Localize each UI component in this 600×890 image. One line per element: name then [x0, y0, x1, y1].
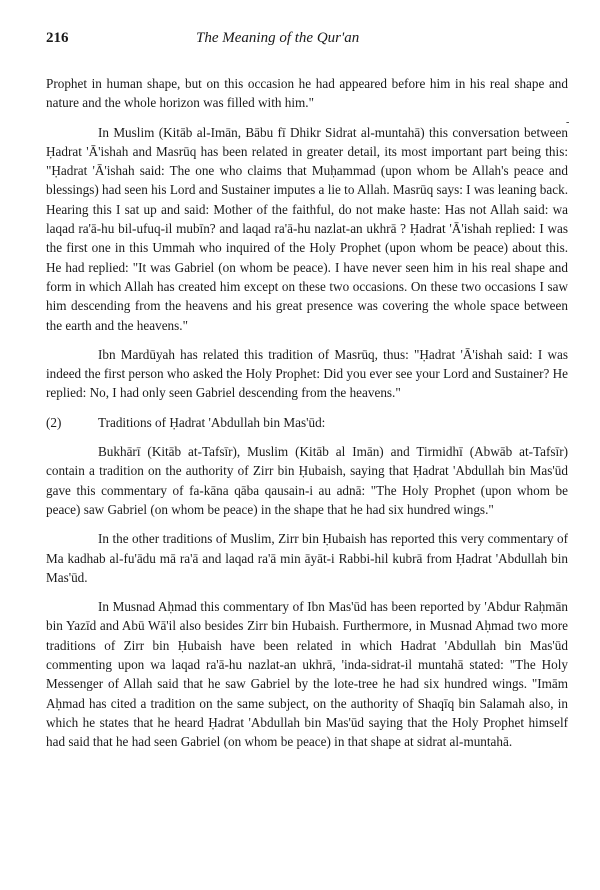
section-title: Traditions of Ḥadrat 'Abdullah bin Mas'ūd:: [98, 414, 326, 430]
page-number: 216: [46, 30, 69, 46]
paragraph-musnad-ahmad: In Musnad Aḥmad this commentary of Ibn Mas'ūd has been reported by 'Abdur Raḥmān bin Yazīd and Abū Wā'il also besides Zirr bin Hubaish. Furthermore, in Musnad Aḥmad two more traditions of Zirr bin Ḥubaish have been related in which Hadrat 'Abdullah bin Mas'ūd commenting upon wa laqad ra'ā-hu nazlat-an ukhrā, 'inda-sidrat-il muntahā stated: "The Holy Messenger of Allah said that he saw Gabriel by the lote-tree he had six hundred wings. "Imām Aḥmad has cited a tradition on the same subject, on the authority of Shaqīq bin Salamah also, in which he states that he heard Ḥadrat 'Abdullah bin Mas'ūd saying that the Holy Prophet himself had said that he had seen Gabriel (on whom be peace) in that shape at sidrat al-muntahā.: [46, 599, 568, 750]
paragraph-continued: Prophet in human shape, but on this occasion he had appeared before him in his real shape and nature and the whole horizon was filled with him.": [46, 76, 568, 111]
page-header: [46, 30, 554, 52]
body-text: [46, 74, 568, 762]
section-heading: [46, 413, 568, 432]
margin-mark: -: [566, 117, 570, 128]
paragraph-muslim-tradition: In Muslim (Kitāb al-Imān, Bābu fī Dhikr Sidrat al-muntahā) this conversation between Ḥadrat 'Ā'ishah and Masrūq has been related in greater detail, its most important part being this: "Ḥadrat 'Ā'ishah said: The one who claims that Muḥammad (upon whom be Allah's peace and blessings) had seen his Lord and Sustainer imputes a lie to Allah. Masrūq says: I was leaning back. Hearing this I sat up and said: Mother of the faithful, do not make haste: Has not Allah said: wa laqad ra'ā-hu bil-ufuq-il mubīn? and laqad ra'ā-hu nazlat-an ukhrā ? Ḥadrat 'Ā'ishah replied: I was the first one in this Ummah who inquired of the Holy Prophet (upon whom be peace) about this. He had replied: "It was Gabriel (on whom be peace). I have never seen him in his real shape and form in which Allah has created him except on these two occasions. On these two occasions I saw him descending from the heavens and his great presence was covering the whole space between the earth and the heavens.": [46, 124, 568, 333]
paragraph-bukhari: Bukhārī (Kitāb at-Tafsīr), Muslim (Kitāb al Imān) and Tirmidhī (Abwāb at-Tafsīr) contain a tradition on the authority of Zirr bin Ḥubaish, saying that Ḥadrat 'Abdullah bin Mas'ūd gave this commentary of fa-kāna qāba qausain-i au adnā: "The Holy Prophet (upon whom be peace) saw Gabriel (on whom be peace) in the shape that he had six hundred wings.": [46, 444, 568, 517]
paragraph-other-traditions: In the other traditions of Muslim, Zirr bin Ḥubaish has reported this very commentary of Ma kadhab al-fu'ādu mā ra'ā and laqad ra'ā min āyāt-i Rabbi-hil kubrā from Ḥadrat 'Abdullah bin Mas'ūd.: [46, 531, 568, 585]
running-title: The Meaning of the Qur'an: [196, 30, 360, 46]
section-number: (2): [46, 414, 62, 430]
paragraph-ibn-marduyah: Ibn Mardūyah has related this tradition of Masrūq, thus: "Ḥadrat 'Ā'ishah said: I was indeed the first person who asked the Holy Prophet: Did you ever see your Lord and Sustainer? He replied: No, I had only seen Gabriel descending from the heavens.": [46, 346, 568, 401]
